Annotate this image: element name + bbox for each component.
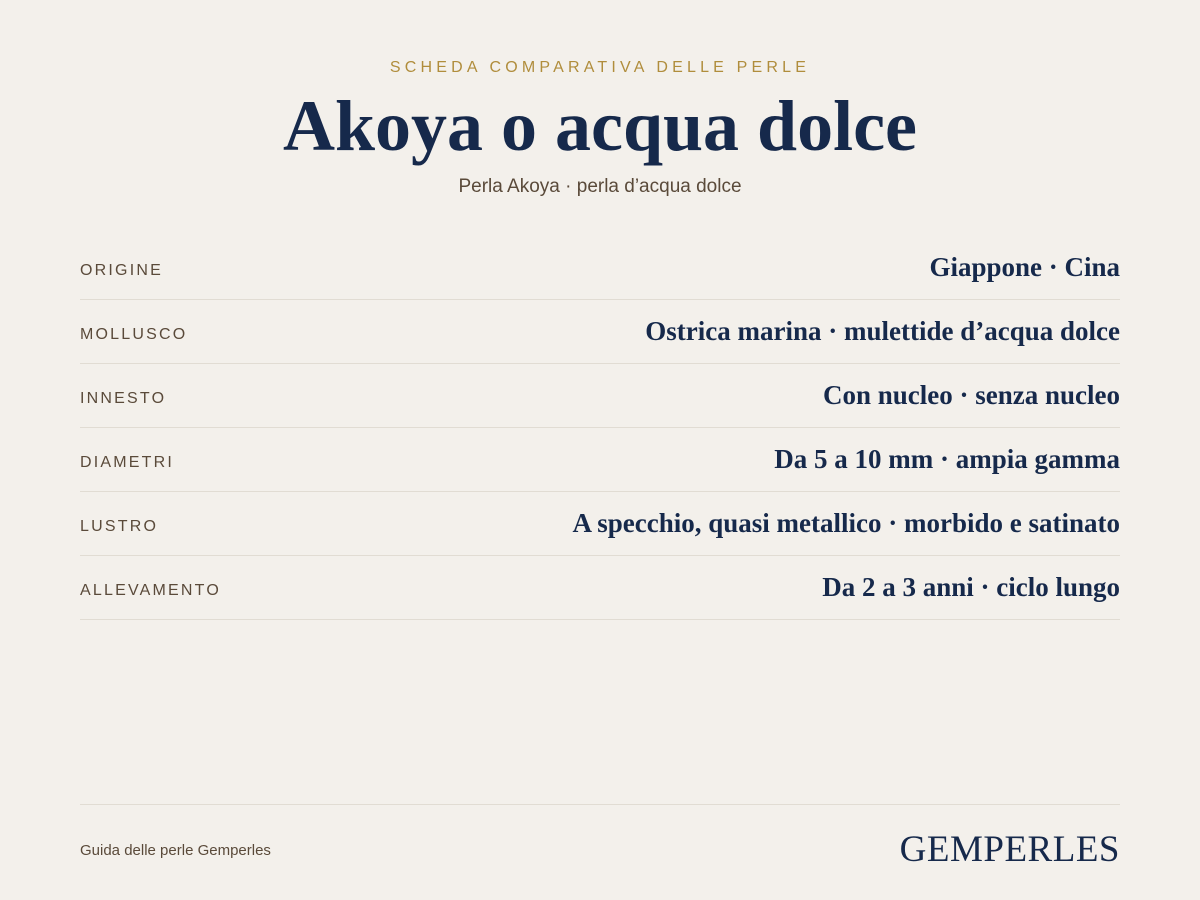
row-label: LUSTRO [80, 517, 159, 535]
page-title: Akoya o acqua dolce [282, 86, 918, 166]
row-value: Da 2 a 3 anni · ciclo lungo [822, 572, 1120, 602]
table-row-lustro [80, 492, 1120, 556]
row-value: Giappone · Cina [929, 252, 1120, 282]
row-value: A specchio, quasi metallico · morbido e satinato [572, 508, 1120, 538]
row-label: DIAMETRI [80, 453, 175, 471]
row-value: Da 5 a 10 mm · ampia gamma [774, 444, 1120, 474]
table-row-allevamento [80, 556, 1120, 620]
row-label: ALLEVAMENTO [80, 581, 221, 599]
table-row-diametri [80, 428, 1120, 492]
row-label: MOLLUSCO [80, 325, 188, 343]
eyebrow-heading: SCHEDA COMPARATIVA DELLE PERLE [389, 59, 811, 76]
footer-guide-text: Guida delle perle Gemperles [80, 842, 271, 859]
comparison-table [80, 236, 1120, 620]
row-label: ORIGINE [80, 261, 163, 279]
table-row-origine [80, 236, 1120, 300]
page-subtitle: Perla Akoya · perla d’acqua dolce [458, 176, 742, 197]
brand-logo: GEMPERLES [899, 829, 1120, 870]
row-value: Ostrica marina · mulettide d’acqua dolce [645, 316, 1120, 346]
footer-divider [80, 804, 1120, 805]
table-row-mollusco [80, 300, 1120, 364]
row-label: INNESTO [80, 389, 167, 407]
row-value: Con nucleo · senza nucleo [822, 380, 1120, 410]
table-row-innesto [80, 364, 1120, 428]
